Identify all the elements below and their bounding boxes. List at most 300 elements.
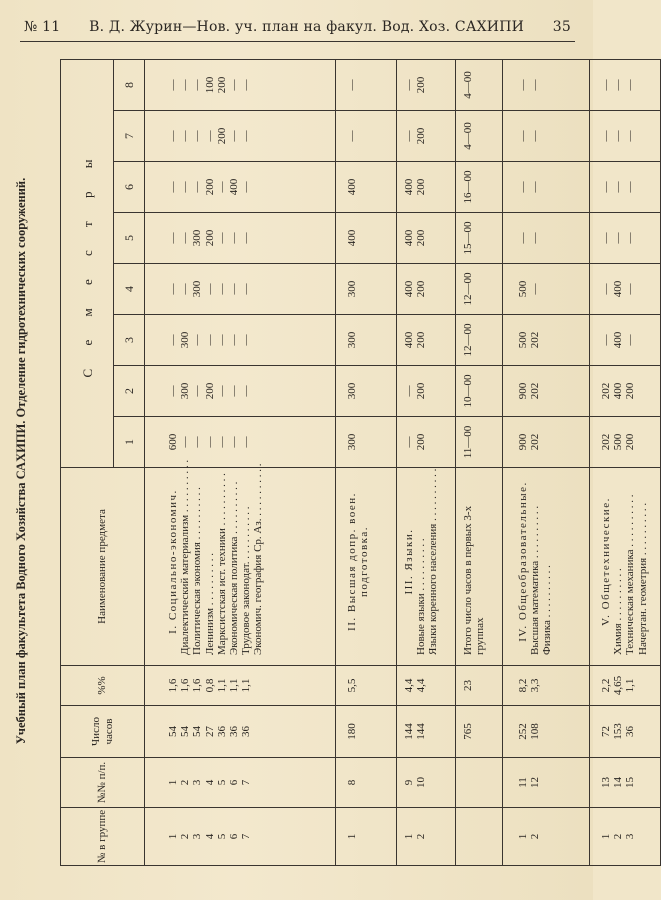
- semester-value: —: [215, 181, 228, 193]
- semester-value: —: [240, 334, 253, 346]
- percent-value: 1,6: [167, 678, 179, 693]
- semester-value: 400: [403, 229, 415, 247]
- percent-value: 2,2: [600, 678, 612, 693]
- semester-value: —: [240, 79, 253, 91]
- semester-value: —: [179, 232, 192, 244]
- hours-cell: [397, 706, 456, 758]
- group-number: 2: [529, 833, 542, 840]
- percent-cell: [397, 666, 456, 706]
- table-title: Учебный план факультета Водного Хозяйства САХИПИ. Отделение гидротехнических сооружений.: [14, 177, 28, 745]
- semester-value: —: [191, 385, 204, 397]
- semester-value: —: [624, 79, 637, 91]
- semester-value: —: [612, 181, 625, 193]
- semester-value: 200: [415, 433, 428, 451]
- running-title: В. Д. Журин—Нов. уч. план на факул. Вод. Хоз. САХИПИ: [89, 19, 525, 35]
- subject-cell: [336, 468, 397, 666]
- semester-value: 200: [624, 382, 637, 400]
- semester-cell: [456, 60, 503, 111]
- row-number: 7: [240, 779, 253, 786]
- semester-value: 900: [517, 382, 529, 400]
- nn-cell: [336, 758, 397, 808]
- percent-value: 1,6: [179, 678, 192, 693]
- hours-value: 27: [203, 726, 216, 737]
- semester-cell: [397, 60, 456, 111]
- semester-value: —: [179, 283, 192, 295]
- semester-value: 202: [529, 331, 542, 349]
- semester-cell: [590, 111, 661, 162]
- semester-value: —: [228, 79, 241, 91]
- semester-value: —: [600, 79, 612, 91]
- semester-value: 300: [191, 280, 204, 298]
- col-semesters: С е м е с т р ы: [61, 60, 114, 468]
- percent-cell: [503, 666, 590, 706]
- percent-cell: [456, 666, 503, 706]
- row-number: 10: [415, 777, 428, 788]
- semester-value: 300: [346, 331, 358, 349]
- semester-value: —: [624, 232, 637, 244]
- issue-number: № 11: [24, 19, 61, 35]
- semester-value: 100: [203, 76, 216, 94]
- semester-cell: [456, 315, 503, 366]
- semester-value: —: [612, 79, 625, 91]
- hours-value: 36: [240, 726, 253, 737]
- row-number: 9: [403, 779, 415, 786]
- semester-value: 400: [228, 178, 241, 196]
- group-number: 2: [612, 833, 625, 840]
- semester-5-header: 5: [114, 213, 145, 264]
- semester-cell: [397, 213, 456, 264]
- semester-value: 400: [403, 331, 415, 349]
- percent-value: 5,5: [346, 678, 358, 693]
- semester-value: —: [517, 130, 529, 142]
- semester-value: —: [191, 181, 204, 193]
- semester-value: —: [600, 130, 612, 142]
- semester-value: 400: [612, 331, 625, 349]
- semester-value: 300: [179, 331, 192, 349]
- semester-cell: [145, 60, 336, 111]
- semester-value: —: [529, 283, 542, 295]
- hours-value: 153: [612, 723, 625, 740]
- semester-value: —: [517, 232, 529, 244]
- semester-value: 400: [403, 178, 415, 196]
- group-cell: [590, 808, 661, 866]
- col-subject: Наименование предмета: [61, 468, 145, 666]
- semester-value: —: [179, 130, 192, 142]
- hours-value: 180: [346, 723, 358, 740]
- semester-cell: [590, 417, 661, 468]
- semester-value: —: [179, 181, 192, 193]
- semester-value: —: [228, 385, 241, 397]
- semester-value: 400: [403, 280, 415, 298]
- semester-cell: [336, 162, 397, 213]
- hours-cell: [503, 706, 590, 758]
- semester-cell: [397, 417, 456, 468]
- semester-cell: [456, 213, 503, 264]
- semester-value: 200: [203, 229, 216, 247]
- hours-value: 36: [624, 726, 637, 737]
- row-number: 15: [624, 777, 637, 788]
- semester-value: —: [215, 232, 228, 244]
- hours-value: 144: [415, 723, 428, 740]
- group-number: 1: [167, 833, 179, 840]
- subject-name: Ленинизм . . . . . . . . . .: [203, 553, 216, 655]
- percent-value: 4,65: [612, 675, 625, 696]
- subject-cell: [590, 468, 661, 666]
- semester-value: —: [529, 79, 542, 91]
- semester-value: —: [228, 283, 241, 295]
- percent-value: 0,8: [203, 678, 216, 693]
- semester-value: 500: [612, 433, 625, 451]
- subject-name: Высшая математика . . . . . . . . . .: [529, 505, 542, 655]
- subject-name: Начертан. геометрия . . . . . . . . . .: [636, 502, 649, 655]
- semester-value: 400: [612, 280, 625, 298]
- semester-value: —: [403, 436, 415, 448]
- semester-cell: [397, 366, 456, 417]
- col-percent: %%: [61, 666, 145, 706]
- semester-value: 300: [191, 229, 204, 247]
- hours-value: 108: [529, 723, 542, 740]
- hours-value: 54: [167, 726, 179, 737]
- nn-cell: [456, 758, 503, 808]
- semester-value: —: [612, 130, 625, 142]
- semester-value: —: [203, 334, 216, 346]
- semester-value: —: [529, 181, 542, 193]
- section-row: [145, 60, 336, 866]
- semester-value: 200: [415, 382, 428, 400]
- semester-value: —: [346, 130, 358, 142]
- group-number: 3: [191, 833, 204, 840]
- semester-cell: [590, 60, 661, 111]
- group-number: 2: [179, 833, 192, 840]
- semester-cell: [503, 111, 590, 162]
- semester-value: —: [203, 283, 216, 295]
- running-header: [24, 14, 571, 40]
- semester-value: —: [179, 79, 192, 91]
- semester-value: 202: [529, 382, 542, 400]
- semester-value: —: [191, 130, 204, 142]
- group-number: 1: [346, 833, 358, 840]
- curriculum-table: [60, 59, 661, 866]
- semester-value: 600: [167, 433, 179, 451]
- group-cell: [503, 808, 590, 866]
- row-number: 13: [600, 777, 612, 788]
- semester-value: —: [240, 436, 253, 448]
- subject-cell: [145, 459, 336, 666]
- semester-value: —: [215, 334, 228, 346]
- subject-cell: [503, 468, 590, 666]
- semester-value: —: [346, 79, 358, 91]
- semester-cell: [336, 264, 397, 315]
- semester-value: —: [191, 436, 204, 448]
- semester-value: 202: [600, 433, 612, 451]
- semester-value: —: [215, 385, 228, 397]
- semester-value: —: [403, 79, 415, 91]
- semester-value: —: [203, 436, 216, 448]
- semester-value: —: [215, 436, 228, 448]
- percent-value: 1,1: [215, 678, 228, 693]
- semester-value: 400: [612, 382, 625, 400]
- semester-8-header: 8: [114, 60, 145, 111]
- semester-value: 900: [517, 433, 529, 451]
- group-number: 6: [228, 833, 241, 840]
- section-heading: III. Языки.: [403, 528, 415, 595]
- table-body: [145, 60, 661, 866]
- percent-cell: [145, 666, 336, 706]
- section-row: [397, 60, 456, 866]
- semester-value: —: [240, 181, 253, 193]
- section-row: [503, 60, 590, 866]
- group-number: 2: [415, 833, 428, 840]
- group-cell: [336, 808, 397, 866]
- semester-value: —: [228, 334, 241, 346]
- subject-name: Новые языки . . . . . . . . . .: [415, 538, 428, 655]
- percent-value: 4,4: [403, 678, 415, 693]
- percent-value: 8,2: [517, 678, 529, 693]
- semester-value: —: [228, 232, 241, 244]
- subject-name: Экономич. география Ср. Аз. . . . . . . . . . .: [252, 463, 265, 655]
- semester-value: 200: [415, 280, 428, 298]
- semester-value: —: [600, 232, 612, 244]
- subject-name: Трудовое законодат. . . . . . . . . . .: [240, 506, 253, 655]
- percent-value: 3,3: [529, 678, 542, 693]
- semester-value: —: [624, 181, 637, 193]
- nn-cell: [590, 758, 661, 808]
- semester-cell: [145, 111, 336, 162]
- row-number: 4: [203, 779, 216, 786]
- semester-cell: [397, 264, 456, 315]
- semester-value: —: [240, 283, 253, 295]
- semester-cell: [336, 213, 397, 264]
- semester-value: —: [215, 283, 228, 295]
- semester-cell: [145, 162, 336, 213]
- semester-value: —: [228, 436, 241, 448]
- row-number: 8: [346, 779, 358, 786]
- hours-cell: [590, 706, 661, 758]
- semester-cell: [590, 315, 661, 366]
- semester-cell: [503, 162, 590, 213]
- semester-value: 200: [415, 127, 428, 145]
- hours-value: 765: [462, 723, 474, 740]
- semester-value: 500: [517, 331, 529, 349]
- section-heading: I. Социально-экономич.: [167, 489, 179, 634]
- semester-cell: [145, 264, 336, 315]
- nn-cell: [397, 758, 456, 808]
- semester-cell: [456, 111, 503, 162]
- group-number: 1: [600, 833, 612, 840]
- semester-value: 200: [215, 127, 228, 145]
- semester-value: —: [167, 232, 179, 244]
- group-number: 1: [517, 833, 529, 840]
- semester-value: —: [191, 79, 204, 91]
- semester-cell: [503, 315, 590, 366]
- semester-value: 400: [346, 178, 358, 196]
- section-heading: II. Высшая допр. воен. подготовка.: [346, 492, 371, 631]
- section-row: [456, 60, 503, 866]
- subject-name: Марксистская ист. техники . . . . . . . . . .: [215, 473, 228, 655]
- semester-value: 200: [415, 76, 428, 94]
- semester-2-header: 2: [114, 366, 145, 417]
- group-cell: [145, 808, 336, 866]
- semester-cell: [456, 417, 503, 468]
- col-hours: Число часов: [61, 706, 145, 758]
- semester-value: 200: [415, 229, 428, 247]
- semester-cell: [503, 213, 590, 264]
- semester-value: 400: [346, 229, 358, 247]
- semester-value: —: [167, 130, 179, 142]
- subject-name: Техническая механика . . . . . . . . . .: [624, 494, 637, 655]
- semester-value: 202: [529, 433, 542, 451]
- semester-value: —: [612, 232, 625, 244]
- hours-value: 72: [600, 726, 612, 737]
- rotated-table-area: [12, 56, 649, 866]
- row-number: 1: [167, 779, 179, 786]
- semester-cell: [336, 315, 397, 366]
- percent-value: 1,6: [191, 678, 204, 693]
- subject-name: Политическая экономия . . . . . . . . . .: [191, 487, 204, 655]
- semester-cell: [590, 162, 661, 213]
- semester-value: —: [600, 334, 612, 346]
- semester-value: 300: [346, 382, 358, 400]
- semester-value: —: [179, 436, 192, 448]
- subject-cell: [397, 468, 456, 666]
- semester-value: —: [403, 130, 415, 142]
- semester-6-header: 6: [114, 162, 145, 213]
- hours-cell: [145, 706, 336, 758]
- semester-value: —: [167, 334, 179, 346]
- row-number: 5: [215, 779, 228, 786]
- subject-cell: [456, 468, 503, 666]
- subject-name: Языки коренного населения . . . . . . . . . .: [427, 468, 440, 655]
- semester-cell: [336, 366, 397, 417]
- semester-cell: [590, 264, 661, 315]
- percent-value: 1,1: [240, 678, 253, 693]
- row-number: 3: [191, 779, 204, 786]
- semester-value: 4—00: [462, 71, 474, 99]
- row-number: 2: [179, 779, 192, 786]
- subject-name: Диалектический материализм . . . . . . . . . .: [179, 459, 192, 655]
- row-number: 14: [612, 777, 625, 788]
- nn-cell: [145, 758, 336, 808]
- page-number: 35: [552, 19, 571, 35]
- semester-cell: [145, 366, 336, 417]
- semester-value: —: [191, 334, 204, 346]
- section-row: [590, 60, 661, 866]
- semester-cell: [397, 315, 456, 366]
- row-number: 12: [529, 777, 542, 788]
- hours-value: 252: [517, 723, 529, 740]
- subject-name: Физика . . . . . . . . . .: [541, 565, 554, 655]
- semester-value: 200: [203, 382, 216, 400]
- hours-value: 144: [403, 723, 415, 740]
- percent-value: 4,4: [415, 678, 428, 693]
- semester-value: 300: [346, 280, 358, 298]
- semester-cell: [503, 417, 590, 468]
- group-number: 1: [403, 833, 415, 840]
- semester-cell: [503, 366, 590, 417]
- group-number: 3: [624, 833, 637, 840]
- group-number: 4: [203, 833, 216, 840]
- semester-value: 200: [415, 331, 428, 349]
- group-cell: [397, 808, 456, 866]
- semester-value: —: [517, 181, 529, 193]
- hours-cell: [336, 706, 397, 758]
- nn-cell: [503, 758, 590, 808]
- semester-value: 300: [346, 433, 358, 451]
- semester-4-header: 4: [114, 264, 145, 315]
- semester-cell: [503, 60, 590, 111]
- semester-cell: [590, 213, 661, 264]
- semester-value: —: [240, 385, 253, 397]
- semester-value: —: [624, 334, 637, 346]
- hours-value: 54: [179, 726, 192, 737]
- hours-value: 36: [228, 726, 241, 737]
- semester-cell: [336, 60, 397, 111]
- semester-value: 200: [624, 433, 637, 451]
- semester-3-header: 3: [114, 315, 145, 366]
- semester-value: 10—00: [462, 374, 474, 408]
- section-heading: V. Общетехнические.: [600, 497, 612, 626]
- percent-cell: [590, 666, 661, 706]
- semester-value: —: [167, 181, 179, 193]
- subject-name: Экономическая политика . . . . . . . . . .: [228, 481, 241, 655]
- semester-value: —: [600, 283, 612, 295]
- hours-cell: [456, 706, 503, 758]
- percent-value: 1,1: [624, 678, 637, 693]
- percent-cell: [336, 666, 397, 706]
- semester-value: —: [240, 130, 253, 142]
- semester-cell: [336, 417, 397, 468]
- semester-value: 4—00: [462, 122, 474, 150]
- semester-value: 300: [179, 382, 192, 400]
- semester-cell: [145, 213, 336, 264]
- semester-cell: [336, 111, 397, 162]
- semester-value: —: [529, 232, 542, 244]
- semester-cell: [145, 315, 336, 366]
- row-number: 6: [228, 779, 241, 786]
- semester-value: —: [517, 79, 529, 91]
- semester-value: 200: [203, 178, 216, 196]
- semester-value: 15—00: [462, 221, 474, 255]
- section-row: [336, 60, 397, 866]
- semester-value: —: [529, 130, 542, 142]
- semester-value: 200: [415, 178, 428, 196]
- group-cell: [456, 808, 503, 866]
- semester-value: 200: [215, 76, 228, 94]
- subject-name: Химия . . . . . . . . . .: [612, 568, 625, 655]
- col-nn: №№ п/п.: [61, 758, 145, 808]
- semester-value: 16—00: [462, 170, 474, 204]
- semester-cell: [456, 264, 503, 315]
- semester-cell: [145, 417, 336, 468]
- semester-value: —: [600, 181, 612, 193]
- semester-value: —: [203, 130, 216, 142]
- group-number: 7: [240, 833, 253, 840]
- semester-value: 11—00: [462, 425, 474, 459]
- semester-value: 12—00: [462, 272, 474, 306]
- semester-cell: [456, 162, 503, 213]
- section-heading: Итого число часов в первых 3-х группах: [462, 505, 487, 655]
- semester-7-header: 7: [114, 111, 145, 162]
- semester-value: 500: [517, 280, 529, 298]
- hours-value: 54: [191, 726, 204, 737]
- semester-cell: [456, 366, 503, 417]
- semester-value: —: [403, 385, 415, 397]
- percent-value: 1,1: [228, 678, 241, 693]
- semester-value: 202: [600, 382, 612, 400]
- semester-value: —: [240, 232, 253, 244]
- semester-value: 12—00: [462, 323, 474, 357]
- semester-cell: [397, 162, 456, 213]
